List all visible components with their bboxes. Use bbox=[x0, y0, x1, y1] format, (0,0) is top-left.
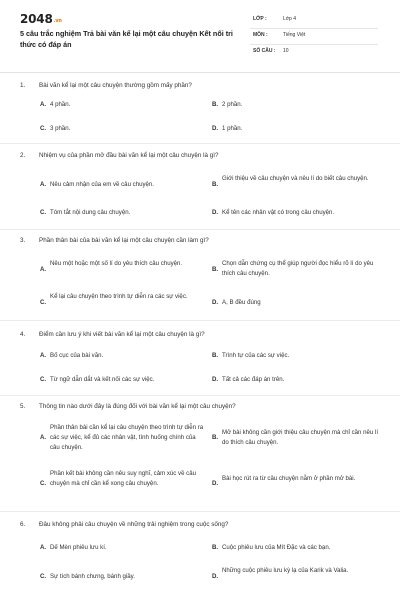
question-text: 1. Bài văn kể lại một câu chuyện thường gồm mấy phần? bbox=[20, 82, 192, 89]
meta-value: Lớp 4 bbox=[283, 16, 297, 22]
document-title: 5 câu trắc nghiệm Trả bài văn kể lại một câu chuyện Kết nối tri thức có đáp án bbox=[20, 29, 233, 49]
quiz-page: 2048.vn 5 câu trắc nghiệm Trả bài văn kể lại một câu chuyện Kết nối tri thức có đáp án LỚP : Lớp 4 MÔN : Tiếng Việt SỐ CÂU : 10 1. Bài văn kể lại một câu chuyện thường gồm mấy phần? A. 4 phần. B. 2 phần. C. 3 phần. D. 1 phần. 2. Nhiệm vụ của phần mở đầu bài văn kể lại một câu chuyện là gì? A. Nêu cảm nhận của em về câu chuyện. B. Giới thiệu về câu chuyện và nêu lí do biết câu chuyện. C. Tóm tắt nội dung câu chuyện. D. Kể tên các nhân vật có trong câu chuyện. 3. Phần thân bài của bài văn kể lại một câu chuyện cần làm gì? A. Nêu một hoặc một số lí do yêu thích câu chuyện. B. Chọn dẫn chứng cụ thể giúp người đọc hiểu rõ lí do yêu thích câu chuyện. C. Kể lại câu chuyện theo trình tự diễn ra các sự việc. D. A, B đều đúng 4. Điểm cần lưu ý khi viết bài văn kể lại một câu chuyện là gì? A. Bố cục của bài văn. B. Trình tự của các sự việc. C. Từ ngữ dẫn dắt và kết nối các sự việc. D. Tất cả các đáp án trên. 5. Thông tin nào dưới đây là đúng đối với bài văn kể lại một câu chuyện? A. Phần thân bài cần kể lại câu chuyện theo trình tự diễn ra các sự việc, kể đủ các nhân vật, tình huống chính của câu chuyện. B. Mở bài không cần giới thiệu câu chuyện mà chỉ cần nêu lí do thích câu chuyện. C. Phần kết bài không cần nêu suy nghĩ, cảm xúc về câu chuyện mà chỉ cần kể xong câu chuyện. D. Bài học rút ra từ câu chuyện nằm ở phần mở bài. 6. Đâu không phải câu chuyện về những trải nghiệm trong cuộc sống? A. Dế Mèn phiêu lưu kí. B. Cuộc phiêu lưu của Mít Đặc và các bạn. C. Sự tích bánh chưng, bánh giầy. D. Những cuộc phiêu lưu kỳ lạ của Karik và Valia. bbox=[0, 0, 400, 600]
meta-label: MÔN : bbox=[253, 32, 268, 38]
question-separator bbox=[0, 511, 400, 512]
header-divider bbox=[0, 72, 400, 73]
question-separator bbox=[0, 320, 400, 321]
question-text: 2. Nhiệm vụ của phần mở đầu bài văn kể lại một câu chuyện là gì? bbox=[20, 152, 219, 159]
question-separator bbox=[0, 395, 400, 396]
meta-label: SỐ CÂU : bbox=[253, 48, 276, 54]
question-text: 6. Đâu không phải câu chuyện về những trải nghiệm trong cuộc sống? bbox=[20, 521, 229, 528]
page-header bbox=[0, 0, 400, 72]
meta-row-count bbox=[250, 45, 378, 61]
meta-value: 10 bbox=[283, 48, 289, 54]
question-text: 5. Thông tin nào dưới đây là đúng đối với bài văn kể lại một câu chuyện? bbox=[20, 403, 236, 410]
meta-label: LỚP : bbox=[253, 16, 267, 22]
site-logo[interactable] bbox=[20, 12, 62, 26]
logo-text: 2048 bbox=[20, 12, 53, 26]
question-separator bbox=[0, 143, 400, 144]
meta-value: Tiếng Việt bbox=[283, 32, 306, 38]
logo-suffix: .vn bbox=[53, 18, 62, 24]
meta-row-subject bbox=[250, 29, 378, 45]
meta-table bbox=[250, 13, 378, 61]
meta-row-grade bbox=[250, 13, 378, 29]
question-text: 3. Phần thân bài của bài văn kể lại một câu chuyện cần làm gì? bbox=[20, 237, 209, 244]
question-separator bbox=[0, 229, 400, 230]
question-text: 4. Điểm cần lưu ý khi viết bài văn kể lại một câu chuyện là gì? bbox=[20, 331, 205, 338]
